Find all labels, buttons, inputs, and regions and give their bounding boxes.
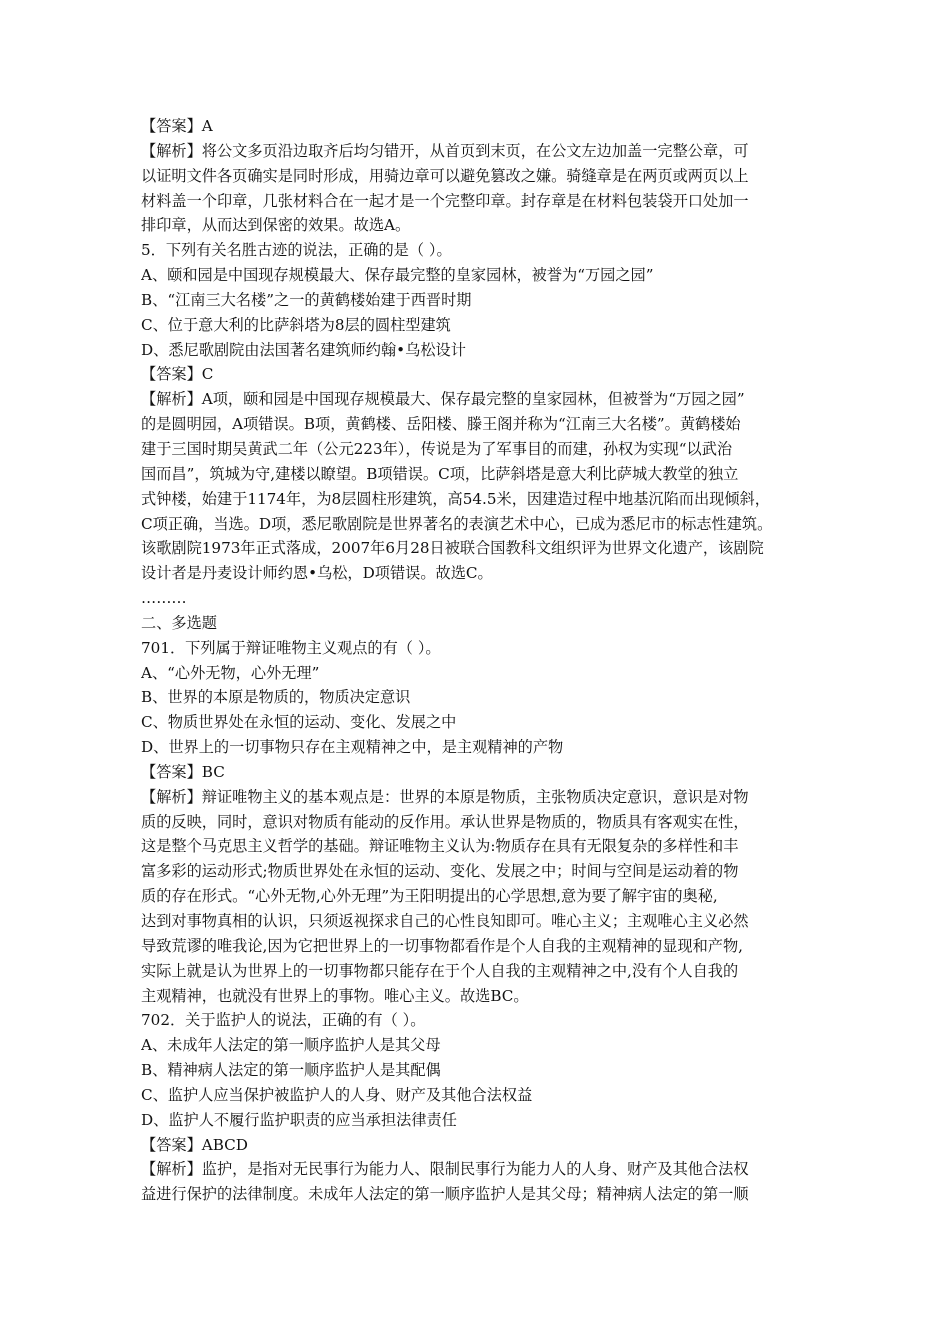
text-line: D、世界上的一切事物只存在主观精神之中，是主观精神的产物 [141,738,564,757]
text-line: 富多彩的运动形式;物质世界处在永恒的运动、变化、发展之中；时间与空间是运动着的物 [141,862,739,881]
text-line: 这是整个马克思主义哲学的基础。辩证唯物主义认为:物质存在具有无限复杂的多样性和丰 [141,837,739,856]
text-line: 导致荒谬的唯我论,因为它把世界上的一切事物都看作是个人自我的主观精神的显现和产物, [141,936,743,955]
text-line: 【解析】监护，是指对无民事行为能力人、限制民事行为能力人的人身、财产及其他合法权 [141,1160,749,1179]
text-line: B、“江南三大名楼”之一的黄鹤楼始建于西晋时期 [141,290,472,309]
text-line: A、颐和园是中国现存规模最大、保存最完整的皇家园林，被誉为“万园之园” [141,266,654,285]
text-line: 国而昌”，筑城为守,建楼以瞭望。B项错误。C项，比萨斜塔是意大利比萨城大教堂的独立 [141,464,739,483]
text-line: 达到对事物真相的认识，只须返视探求自己的心性良知即可。唯心主义；主观唯心主义必然 [141,912,749,930]
text-line: 二、多选题 [141,613,217,632]
text-line: 质的反映，同时，意识对物质有能动的反作用。承认世界是物质的，物质具有客观实在性， [141,812,749,831]
text-line: 实际上就是认为世界上的一切事物都只能存在于个人自我的主观精神之中,没有个人自我的 [141,961,739,980]
text-line: C项正确，当选。D项，悉尼歌剧院是世界著名的表演艺术中心，已成为悉尼市的标志性建筑。 [141,514,773,533]
text-line: 益进行保护的法律制度。未成年人法定的第一顺序监护人是其父母；精神病人法定的第一顺 [141,1185,749,1204]
text-line: 质的存在形式。“心外无物,心外无理”为王阳明提出的心学思想,意为要了解宇宙的奥秘, [141,887,718,906]
text-line: 主观精神，也就没有世界上的事物。唯心主义。故选BC。 [141,986,529,1005]
text-line: ……… [141,589,187,608]
text-line: D、悉尼歌剧院由法国著名建筑师约翰•乌松设计 [141,340,466,359]
text-line: 5．下列有关名胜古迹的说法，正确的是（ ）。 [141,241,452,260]
document-body [141,114,813,1207]
text-line: A、未成年人法定的第一顺序监护人是其父母 [141,1036,441,1055]
text-line: C、位于意大利的比萨斜塔为8层的圆柱型建筑 [141,315,451,334]
text-line: C、物质世界处在永恒的运动、变化、发展之中 [141,713,457,732]
text-line: 【答案】A [141,117,213,135]
text-line: B、精神病人法定的第一顺序监护人是其配偶 [141,1061,441,1080]
text-line: A、“心外无物，心外无理” [141,663,320,682]
text-line: 材料盖一个印章，几张材料合在一起才是一个完整印章。封存章是在材料包装袋开口处加一 [141,191,749,210]
text-line: 以证明文件各页确实是同时形成，用骑边章可以避免篡改之嫌。骑缝章是在两页或两页以上 [141,166,749,185]
text-line: 【解析】A项，颐和园是中国现存规模最大、保存最完整的皇家园林，但被誉为“万园之园” [141,390,745,409]
text-line: B、世界的本原是物质的，物质决定意识 [141,688,411,707]
text-line: 式钟楼，始建于1174年，为8层圆柱形建筑，高54.5米，因建造过程中地基沉陷而出现倾斜， [141,489,770,508]
text-line: C、监护人应当保护被监护人的人身、财产及其他合法权益 [141,1085,533,1104]
text-line: 该歌剧院1973年正式落成，2007年6月28日被联合国教科文组织评为世界文化遗产，该剧院 [141,539,764,558]
text-line: 【答案】C [141,365,214,384]
text-line: 建于三国时期吴黄武二年（公元223年），传说是为了军事目的而建，孙权为实现“以武治 [141,439,733,458]
text-line: 【解析】辩证唯物主义的基本观点是：世界的本原是物质，主张物质决定意识，意识是对物 [141,787,749,806]
text-line: 【解析】将公文多页沿边取齐后均匀错开，从首页到末页，在公文左边加盖一完整公章，可 [141,141,749,160]
text-line: 701．下列属于辩证唯物主义观点的有（ ）。 [141,638,441,657]
text-line: 的是圆明园，A项错误。B项，黄鹤楼、岳阳楼、滕王阁并称为“江南三大名楼”。黄鹤楼始 [141,415,741,434]
text-line: D、监护人不履行监护职责的应当承担法律责任 [141,1110,457,1129]
text-line: 【答案】BC [141,762,225,781]
text-line: 设计者是丹麦设计师约恩•乌松，D项错误。故选C。 [141,564,493,583]
text-line: 702．关于监护人的说法，正确的有（ ）。 [141,1011,426,1030]
text-line: 【答案】ABCD [141,1135,248,1154]
text-line: 排印章，从而达到保密的效果。故选A。 [141,216,411,235]
